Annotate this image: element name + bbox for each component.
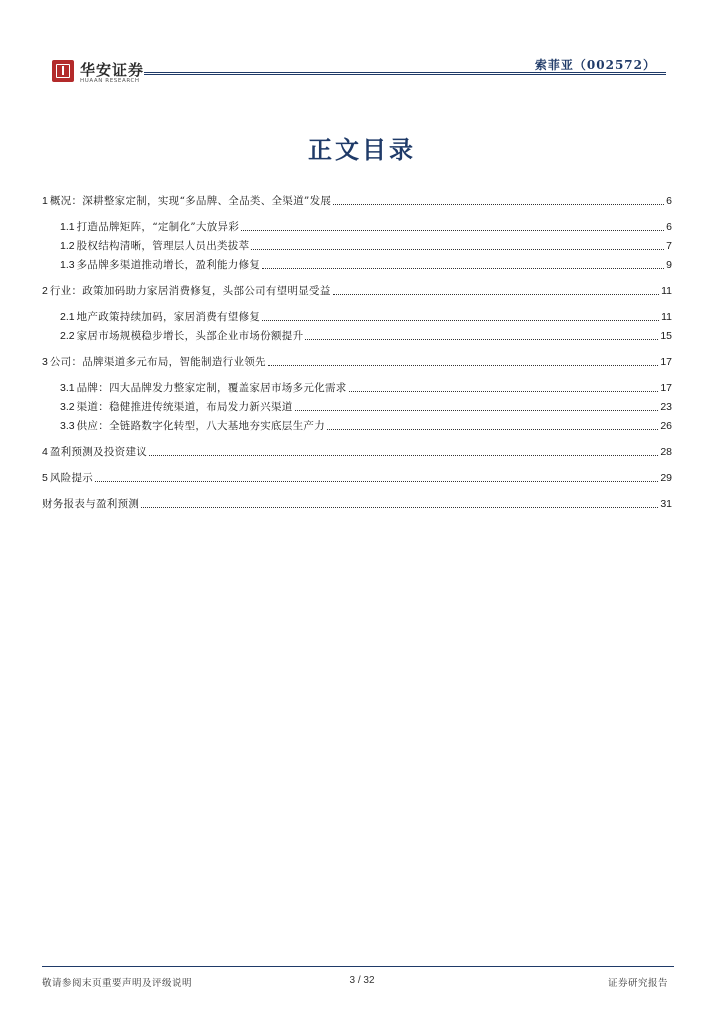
- footer-disclaimer: 敬请参阅末页重要声明及评级说明: [42, 978, 193, 989]
- toc-dot-leader: [333, 294, 659, 295]
- toc-entry[interactable]: [42, 192, 672, 208]
- toc-entry-title: 风险提示: [49, 472, 94, 484]
- toc-entry-page: 31: [660, 498, 672, 510]
- toc-entry-title: 多品牌多渠道推动增长，盈利能力修复: [76, 259, 261, 271]
- toc-entry-title: 行业：政策加码助力家居消费修复，头部公司有望明显受益: [49, 285, 331, 297]
- toc-entry[interactable]: [60, 237, 672, 253]
- toc-entry-title: 财务报表与盈利预测: [42, 498, 140, 510]
- toc-dot-leader: [305, 339, 658, 340]
- toc-dot-leader: [149, 455, 658, 456]
- footer-rule: [42, 966, 674, 967]
- toc-entry[interactable]: [60, 379, 672, 395]
- logo-name: 华安证券: [80, 61, 145, 79]
- toc-entry-number: 4: [42, 446, 48, 458]
- toc-entry[interactable]: [42, 443, 672, 459]
- page-title: 正文目录: [308, 135, 416, 164]
- toc-entry-title: 盈利预测及投资建议: [49, 446, 148, 458]
- toc-dot-leader: [262, 268, 664, 269]
- toc-entry[interactable]: [60, 398, 672, 414]
- toc-entry-number: 1.1: [60, 221, 75, 233]
- toc-entry[interactable]: [42, 469, 672, 485]
- toc-entry-title: 打造品牌矩阵，“定制化”大放异彩: [76, 221, 240, 233]
- company-ticker: 索菲亚（002572）: [534, 58, 656, 72]
- toc-entry[interactable]: [42, 495, 672, 511]
- huaan-seal-logo-icon: [52, 60, 74, 82]
- toc-entry-number: 2.1: [60, 311, 75, 323]
- toc-entry-title: 股权结构清晰，管理层人员出类拔萃: [76, 240, 250, 252]
- toc-entry-page: 6: [666, 195, 672, 207]
- toc-entry-page: 15: [660, 330, 672, 342]
- toc-entry-number: 2.2: [60, 330, 75, 342]
- logo-subtitle: HUAAN RESEARCH: [80, 78, 140, 84]
- toc-entry[interactable]: [42, 282, 672, 298]
- toc-dot-leader: [268, 365, 658, 366]
- toc-entry-title: 概况：深耕整家定制，实现“多品牌、全品类、全渠道”发展: [49, 195, 332, 207]
- toc-entry[interactable]: [60, 327, 672, 343]
- toc-entry-title: 供应：全链路数字化转型，八大基地夯实底层生产力: [76, 420, 326, 432]
- toc-entry-page: 17: [660, 356, 672, 368]
- toc-entry-page: 11: [661, 285, 672, 297]
- toc-entry-page: 9: [666, 259, 672, 271]
- toc-entry-title: 公司：品牌渠道多元布局，智能制造行业领先: [49, 356, 266, 368]
- toc-entry-page: 6: [666, 221, 672, 233]
- toc-entry-number: 1.2: [60, 240, 75, 252]
- toc-entry-page: 28: [660, 446, 672, 458]
- toc-entry-title: 家居市场规模稳步增长，头部企业市场份额提升: [76, 330, 304, 342]
- toc-dot-leader: [241, 230, 664, 231]
- toc-dot-leader: [295, 410, 659, 411]
- toc-entry-page: 23: [660, 401, 672, 413]
- toc-entry-number: 3.1: [60, 382, 75, 394]
- toc-dot-leader: [262, 320, 659, 321]
- toc-entry[interactable]: [42, 353, 672, 369]
- toc-entry-title: 地产政策持续加码，家居消费有望修复: [76, 311, 261, 323]
- toc-entry-number: 3.2: [60, 401, 75, 413]
- toc-dot-leader: [95, 481, 658, 482]
- toc-dot-leader: [141, 507, 658, 508]
- toc-dot-leader: [349, 391, 659, 392]
- page-header: [52, 56, 666, 88]
- toc-dot-leader: [251, 249, 664, 250]
- toc-entry[interactable]: [60, 218, 672, 234]
- toc-entry-number: 5: [42, 472, 48, 484]
- page-number: 3 / 32: [349, 975, 375, 986]
- toc-entry-page: 29: [660, 472, 672, 484]
- header-rule-secondary: [144, 74, 666, 75]
- toc-entry-number: 1: [42, 195, 48, 207]
- toc-entry[interactable]: [60, 417, 672, 433]
- toc-entry-number: 1.3: [60, 259, 75, 271]
- toc-entry[interactable]: [60, 308, 672, 324]
- toc-entry[interactable]: [60, 256, 672, 272]
- toc-entry-page: 26: [660, 420, 672, 432]
- toc-entry-title: 品牌：四大品牌发力整家定制，覆盖家居市场多元化需求: [76, 382, 347, 394]
- toc-dot-leader: [333, 204, 664, 205]
- toc-dot-leader: [327, 429, 658, 430]
- toc-entry-title: 渠道：稳健推进传统渠道，布局发力新兴渠道: [76, 401, 293, 413]
- toc-entry-number: 3: [42, 356, 48, 368]
- toc-entry-number: 3.3: [60, 420, 75, 432]
- toc-entry-page: 7: [666, 240, 672, 252]
- toc-entry-number: 2: [42, 285, 48, 297]
- toc-entry-page: 11: [661, 311, 672, 323]
- report-type: 证券研究报告: [607, 978, 668, 989]
- toc-entry-page: 17: [660, 382, 672, 394]
